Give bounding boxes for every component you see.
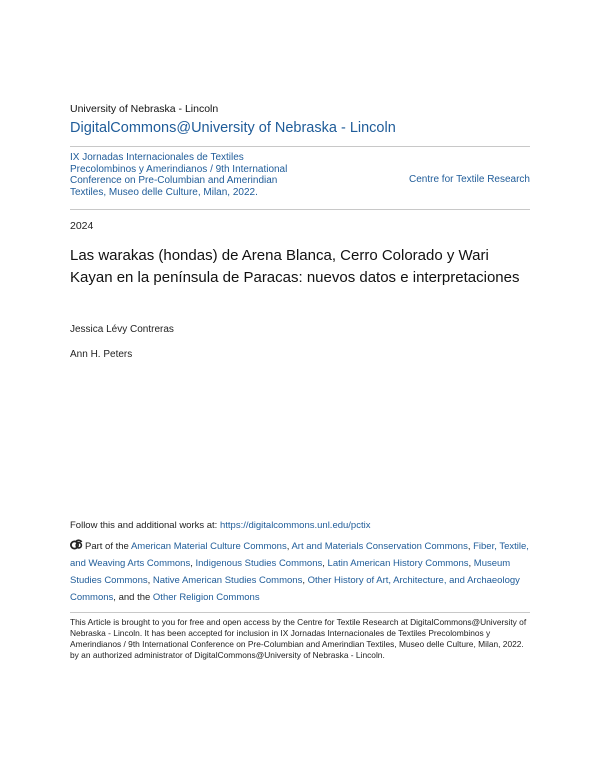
list-separator: , bbox=[302, 575, 308, 586]
divider bbox=[70, 612, 530, 613]
follow-line bbox=[70, 520, 370, 531]
disciplines-prefix: Part of the bbox=[85, 541, 131, 552]
divider bbox=[70, 209, 530, 210]
discipline-link[interactable]: Latin American History Commons bbox=[327, 558, 469, 569]
list-separator: , bbox=[147, 575, 153, 586]
list-separator: , bbox=[190, 558, 196, 569]
publication-year: 2024 bbox=[70, 220, 94, 232]
list-separator: , bbox=[322, 558, 328, 569]
centre-link[interactable]: Centre for Textile Research bbox=[409, 174, 530, 185]
discipline-link[interactable]: Art and Materials Conservation Commons bbox=[291, 541, 468, 552]
author-name: Ann H. Peters bbox=[70, 349, 133, 360]
access-notice: This Article is brought to you for free and open access by the Centre for Textile Research at DigitalCommons@University of Nebraska - Lincoln. It has been accepted for inclusion in IX Jornadas Internacionales de Textiles Precolombinos y Amerindianos / 9th International Conference on Pre-Columbian and Amerindian Textiles, Museo delle Culture, Milan, 2022. by an authorized administrator of DigitalCommons@University of Nebraska - Lincoln. bbox=[70, 617, 527, 660]
institution-name: University of Nebraska - Lincoln bbox=[70, 103, 219, 115]
discipline-link[interactable]: Fiber, Textile, and Weaving Arts Commons bbox=[70, 541, 529, 569]
open-access-icon bbox=[70, 539, 83, 550]
article-title: Las warakas (hondas) de Arena Blanca, Cerro Colorado y Wari Kayan en la península de Paracas: nuevos datos e interpretaciones bbox=[70, 247, 520, 286]
discipline-link[interactable]: Other History of Art, Architecture, and Archaeology Commons bbox=[70, 575, 520, 603]
discipline-link[interactable]: Other Religion Commons bbox=[152, 592, 260, 603]
divider bbox=[70, 146, 530, 147]
author-name: Jessica Lévy Contreras bbox=[70, 324, 174, 335]
list-separator: , and the bbox=[113, 592, 153, 603]
discipline-link[interactable]: Museum Studies Commons bbox=[70, 558, 511, 586]
repository-link[interactable]: DigitalCommons@University of Nebraska - Lincoln bbox=[70, 120, 396, 136]
collection-url-link[interactable]: https://digitalcommons.unl.edu/pctix bbox=[219, 520, 371, 531]
list-separator: , bbox=[467, 541, 474, 552]
follow-prefix: Follow this and additional works at: bbox=[70, 520, 220, 531]
discipline-link[interactable]: American Material Culture Commons bbox=[130, 541, 287, 552]
discipline-link[interactable]: Native American Studies Commons bbox=[152, 575, 303, 586]
list-separator: , bbox=[286, 541, 292, 552]
discipline-links bbox=[70, 541, 529, 603]
series-link[interactable]: IX Jornadas Internacionales de Textiles Precolombinos y Amerindianos / 9th International Conference on Pre-Columbian and Amerindian Textiles, Museo delle Culture, Milan, 2022. bbox=[70, 152, 288, 198]
discipline-link[interactable]: Indigenous Studies Commons bbox=[195, 558, 323, 569]
list-separator: , bbox=[468, 558, 474, 569]
disciplines-list bbox=[70, 538, 530, 606]
